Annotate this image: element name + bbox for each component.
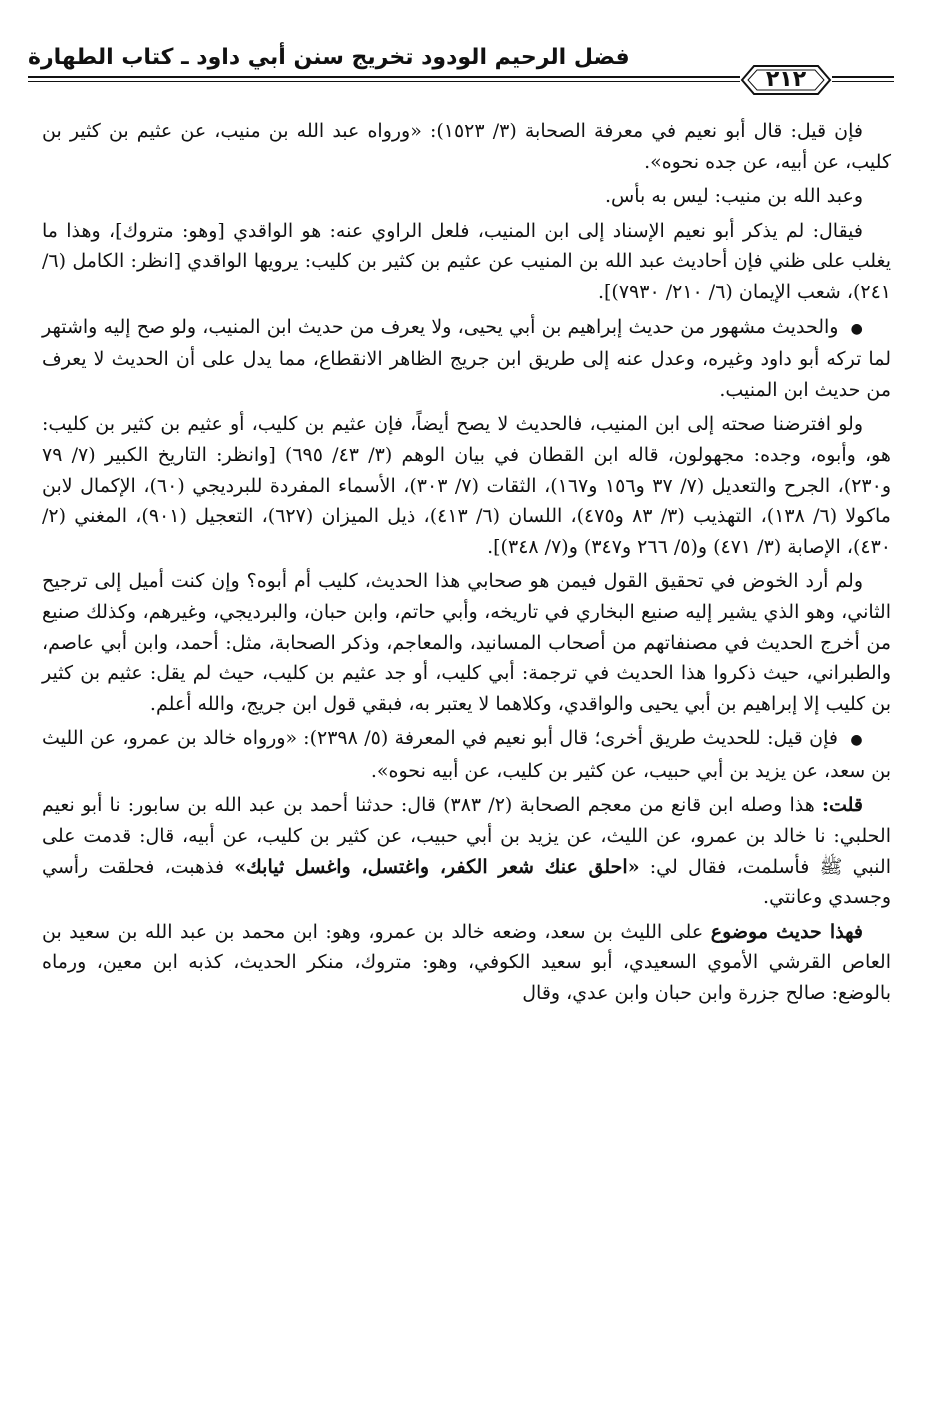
paragraph-text: هذا وصله ابن قانع من معجم الصحابة (٢/ ٣٨٣) قال: حدثنا أحمد بن عبد الله بن سابور: نا أبو نعيم الحلبي: نا خالد بن عمرو، عن الليث، عن يزيد بن أبي حبيب، عن كثير بن كليب، عن أبيه، قال: قدمت على النبي ﷺ فأسلمت، فقال لي: [42, 794, 891, 878]
page-header [28, 38, 894, 108]
paragraph-tail: فذهبت، فحلقت رأسي وجسدي وعانتي. [42, 855, 891, 909]
page-body [42, 116, 891, 1009]
paragraph [42, 566, 891, 719]
page-number-ornament [740, 60, 832, 100]
paragraph-lead: فهذا حديث موضوع [710, 920, 864, 943]
paragraph-text: على الليث بن سعد، وضعه خالد بن عمرو، وهو: ابن محمد بن عبد الله بن سعيد بن العاص القرشي الأموي السعيدي، أبو سعيد الكوفي، وهو: متروك، منكر الحديث، كذبه ابن معين، ورماه بالوضع: صالح جزرة وابن حبان وابن عدي، وقال [42, 920, 891, 1005]
paragraph [42, 723, 891, 786]
bullet-icon: ● [850, 732, 863, 749]
paragraph [42, 216, 891, 308]
paragraph [42, 181, 891, 212]
paragraph [42, 917, 891, 1009]
page-number: ٢١٢ [765, 67, 807, 92]
paragraph-text: فإن قيل: قال أبو نعيم في معرفة الصحابة (٣/ ١٥٢٣): «ورواه عبد الله بن منيب، عن عثيم بن كثير بن كليب، عن أبيه، عن جده نحوه». [42, 120, 891, 173]
paragraph [42, 312, 891, 406]
hadith-quote: «احلق عنك شعر الكفر، واغتسل، واغسل ثيابك» [234, 855, 640, 878]
paragraph-text: ولو افترضنا صحته إلى ابن المنيب، فالحديث لا يصح أيضاً، فإن عثيم بن كليب، أو عثيم بن كثير بن كليب: هو، وأبوه، وجده: مجهولون، قاله ابن القطان في بيان الوهم (٣/ ٤٣/ ٦٩٥) [وانظر: التاريخ الكبير (٧/ ٧٩ و٢٣٠)، الجرح والتعديل (٧/ ٣٧ و١٥٦ و١٦٧)، الثقات (٧/ ٣٠٣)، الأسماء المفردة للبرديجي (٦٠)، الإكمال لابن ماكولا (٦/ ١٣٨)، التهذيب (٣/ ٨٣ و٤٧٥)، اللسان (٦/ ٤١٣)، ذيل الميزان (٦٢٧)، التعجيل (٩٠١)، المغني (٢/ ٤٣٠)، الإصابة (٣/ ٤٧١) و(٥/ ٢٦٦ و٣٤٧) و(٧/ ٣٤٨)]. [42, 413, 892, 558]
paragraph-text: فإن قيل: للحديث طريق أخرى؛ قال أبو نعيم في المعرفة (٥/ ٢٣٩٨): «ورواه خالد بن عمرو، عن الليث بن سعد، عن يزيد بن أبي حبيب، عن كثير بن كليب، عن أبيه نحوه». [42, 727, 891, 782]
paragraph-lead: قلت: [821, 794, 863, 817]
paragraph [42, 409, 891, 562]
paragraph [42, 790, 891, 912]
paragraph-text: وعبد الله بن منيب: ليس به بأس. [605, 185, 863, 208]
paragraph-text: ولم أرد الخوض في تحقيق القول فيمن هو صحابي هذا الحديث، كليب أم أبوه؟ وإن كنت أميل إلى ترجيح الثاني، وهو الذي يشير إليه صنيع البخاري في تاريخه، وأبي حاتم، وابن حبان، والبرديجي، وغيرهم، وكذلك صنيع من أخرج الحديث في مصنفاتهم من أصحاب المسانيد، والمعاجم، وذكر الصحابة، مثل: أحمد، وابن أبي عاصم، والطبراني، حيث ذكروا هذا الحديث في ترجمة: أبي كليب، أو جد عثيم بن كليب، حيث لم يقل: عثيم بن كثير بن كليب إلا إبراهيم بن أبي يحيى والواقدي، وكلاهما لا يعتبر به، فبقي قول ابن جريج، والله أعلم. [42, 570, 891, 715]
paragraph-text: فيقال: لم يذكر أبو نعيم الإسناد إلى ابن المنيب، فلعل الراوي عنه: هو الواقدي [وهو: متروك]، وهذا ما يغلب على ظني فإن أحاديث عبد الله بن المنيب عن عثيم بن كثير بن كليب: يرويها الواقدي [انظر: الكامل (٦/ ٢٤١)، شعب الإيمان (٦/ ٢١٠/ ٧٩٣٠)]. [42, 219, 891, 303]
paragraph-text: والحديث مشهور من حديث إبراهيم بن أبي يحيى، ولا يعرف من حديث ابن المنيب، ولو صح إليه واشتهر لما تركه أبو داود وغيره، وعدل عنه إلى طريق ابن جريج الظاهر الانقطاع، مما يدل على أن الحديث لا يعرف من حديث ابن المنيب. [42, 315, 891, 401]
bullet-icon: ● [850, 320, 863, 337]
paragraph [42, 116, 891, 177]
running-title: فضل الرحيم الودود تخريج سنن أبي داود ـ كتاب الطهارة [28, 45, 630, 70]
